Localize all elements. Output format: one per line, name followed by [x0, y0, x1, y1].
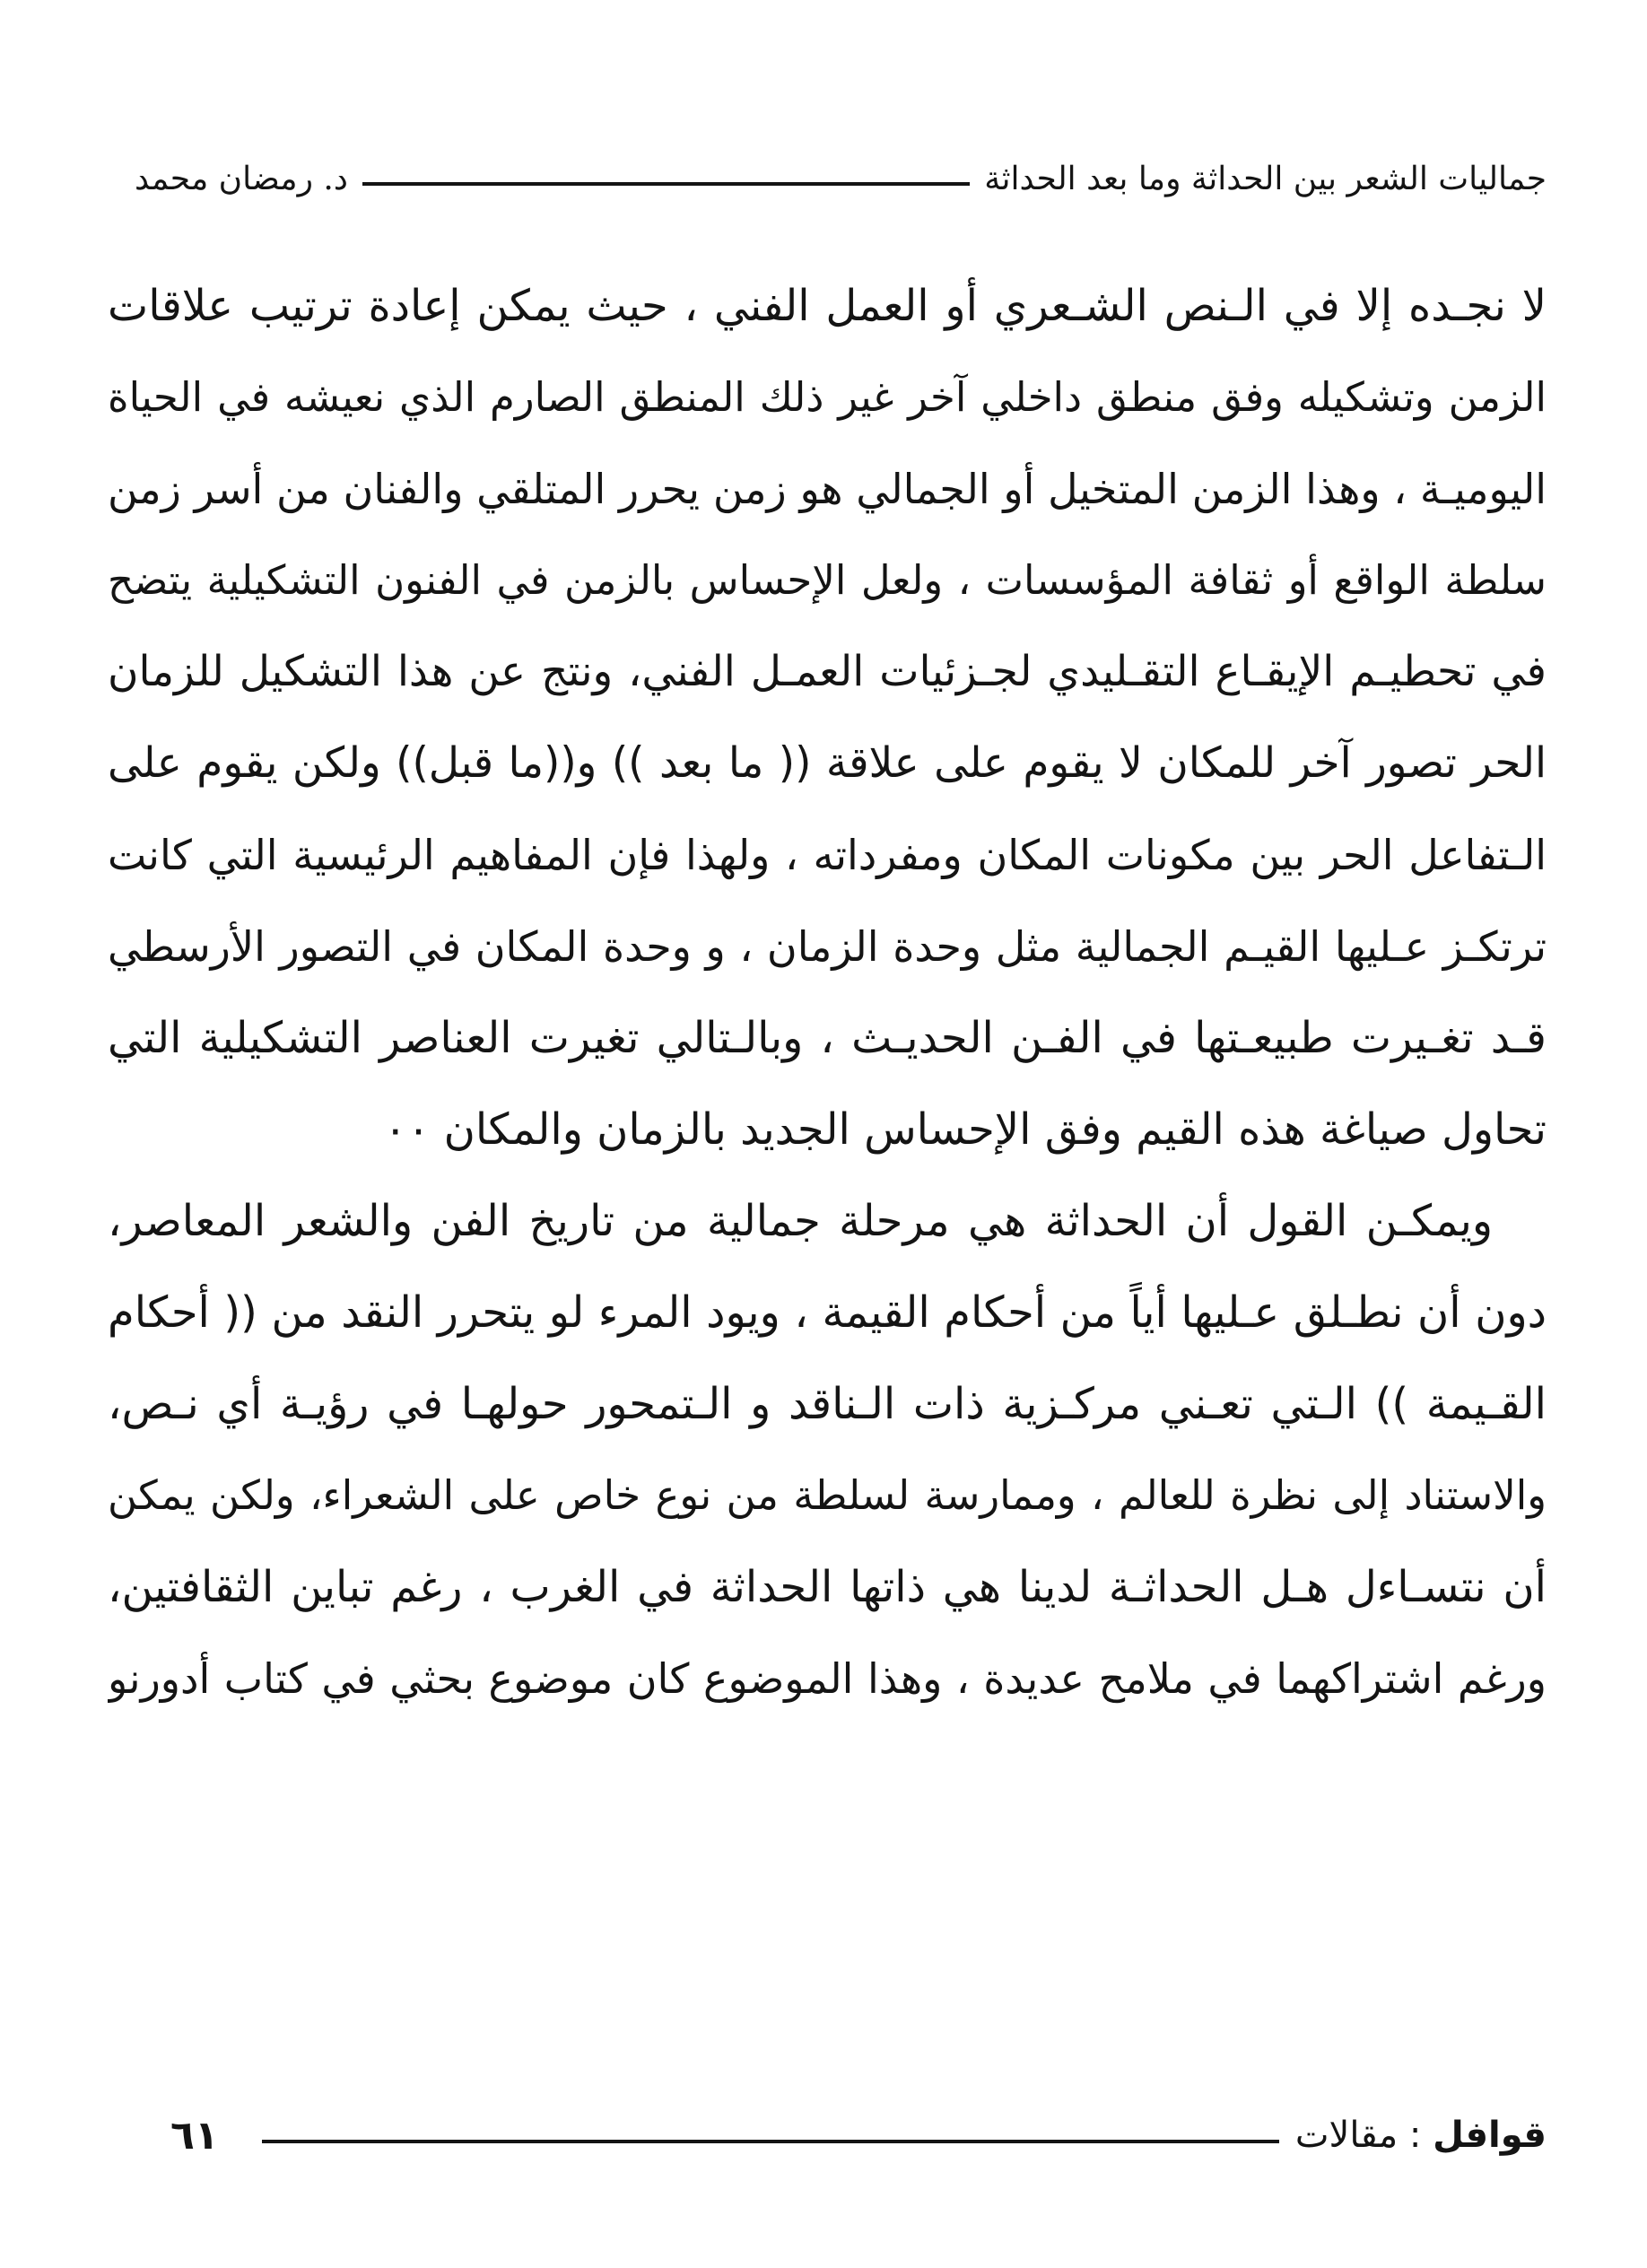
page-footer — [135, 2104, 1547, 2167]
body-text — [108, 260, 1547, 1724]
text-line: الـتفاعل الحر بين مكونات المكان ومفرداته ، ولهذا فإن المفاهيم الرئيسية التي كانت — [108, 831, 1547, 879]
text-line: الحر تصور آخر للمكان لا يقوم على علاقة (( ما بعد )) و((ما قبل)) ولكن يقوم على — [108, 738, 1547, 788]
author-name: د. رمضان محمد — [135, 161, 348, 197]
header-rule — [362, 182, 970, 186]
text-line: القـيمة )) الـتي تعـني مركـزية ذات الـناقد و الـتمحور حولهـا في رؤيـة أي نـص، — [108, 1379, 1547, 1429]
text-line: ترتكـز عـليها القيـم الجمالية مثل وحدة الزمان ، و وحدة المكان في التصور الأرسطي — [108, 922, 1547, 971]
book-title: جماليات الشعر بين الحداثة وما بعد الحداثة — [984, 161, 1547, 197]
footer-label — [1295, 2115, 1547, 2156]
paragraph-end-line: تحاول صياغة هذه القيم وفق الإحساس الجديد بالزمان والمكان ٠٠ — [383, 1104, 1547, 1155]
text-line: قـد تغـيرت طبيعـتها في الفـن الحديـث ، وبالـتالي تغيرت العناصر التشكيلية التي — [108, 1013, 1547, 1063]
text-line: في تحطيـم الإيقـاع التقـليدي لجـزئيات العمـل الفني، ونتج عن هذا التشكيل للزمان — [108, 647, 1547, 696]
footer-separator: : — [1398, 2115, 1434, 2156]
text-line: اليوميـة ، وهذا الزمن المتخيل أو الجمالي هو زمن يحرر المتلقي والفنان من أسر زمن — [108, 465, 1547, 513]
text-line: الزمن وتشكيله وفق منطق داخلي آخر غير ذلك المنطق الصارم الذي نعيشه في الحياة — [108, 373, 1547, 421]
text-line: سلطة الواقع أو ثقافة المؤسسات ، ولعل الإحساس بالزمن في الفنون التشكيلية يتضح — [108, 556, 1547, 604]
running-header — [135, 153, 1547, 206]
paragraph-start-line: ويمكـن القول أن الحداثة هي مرحلة جمالية من تاريخ الفن والشعر المعاصر، — [108, 1196, 1493, 1246]
text-line: لا نجـده إلا في الـنص الشـعري أو العمل الفني ، حيث يمكن إعادة ترتيب علاقات — [108, 281, 1547, 331]
section-name: مقالات — [1294, 2115, 1399, 2156]
text-line: أن نتسـاءل هـل الحداثـة لدينا هي ذاتها الحداثة في الغرب ، رغم تباين الثقافتين، — [108, 1562, 1547, 1612]
page-number: ٦١ — [170, 2112, 219, 2159]
text-line: والاستناد إلى نظرة للعالم ، وممارسة لسلطة من نوع خاص على الشعراء، ولكن يمكن — [108, 1471, 1547, 1519]
text-line: دون أن نطـلق عـليها أياً من أحكام القيمة ، ويود المرء لو يتحرر النقد من (( أحكام — [108, 1287, 1547, 1338]
footer-rule — [262, 2140, 1279, 2143]
text-line: ورغم اشتراكهما في ملامح عديدة ، وهذا الموضوع كان موضوع بحثي في كتاب أدورنو — [108, 1654, 1547, 1703]
journal-name: قوافل — [1433, 2115, 1547, 2156]
